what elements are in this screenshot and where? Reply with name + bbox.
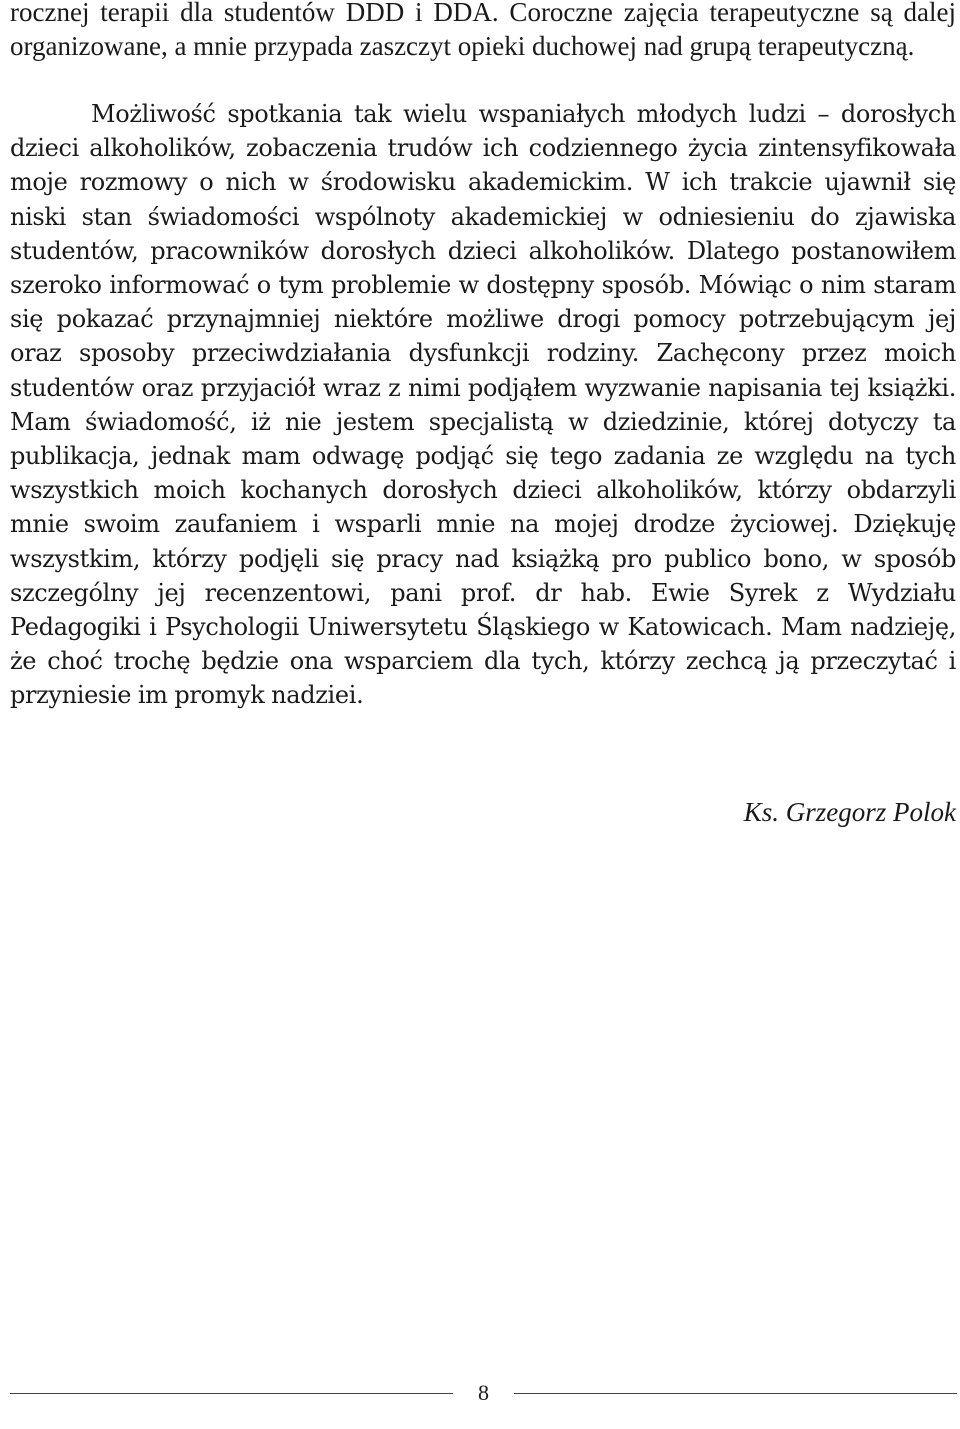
- footer-rule-left: [10, 1393, 453, 1394]
- footer-rule-right: [514, 1393, 957, 1394]
- page-number: 8: [478, 1380, 489, 1405]
- body-paragraph: Możliwość spotkania tak wielu wspaniałych młodych ludzi – dorosłych dzieci alkoholików, zobaczenia trudów ich codziennego życia zintensyfikowała moje rozmowy o nich w środowisku akademickim. W ich trakcie ujawnił się niski stan świadomości wspólnoty akademickiej w odniesieniu do zjawiska studentów, pracowników dorosłych dzieci alkoholików. Dlatego postanowiłem szeroko informować o tym problemie w dostępny sposób. Mówiąc o nim staram się pokazać przynajmniej niektóre możliwe drogi pomocy potrzebującym jej oraz sposoby przeciwdziałania dysfunkcji rodziny. Zachęcony przez moich studentów oraz przyjaciół wraz z nimi podjąłem wyzwanie napisania tej książki. Mam świadomość, iż nie jestem specjalistą w dziedzinie, której dotyczy ta publikacja, jednak mam odwagę podjąć się tego zadania ze względu na tych wszystkich moich kochanych dorosłych dzieci alkoholików, którzy obdarzyli mnie swoim zaufaniem i wsparli mnie na mojej drodze życiowej. Dziękuję wszystkim, którzy podjęli się pracy nad książką pro publico bono, w sposób szczególny jej recenzentowi, pani prof. dr hab. Ewie Syrek z Wydziału Pedagogiki i Psychologii Uniwersytetu Śląskiego w Katowicach. Mam nadzieję, że choć trochę będzie ona wsparciem dla tych, którzy zechcą ją przeczytać i przyniesie im promyk nadziei.: [10, 100, 956, 710]
- intro-paragraph: rocznej terapii dla studentów DDD i DDA. Coroczne zajęcia terapeutyczne są dalej organizowane, a mnie przypada zaszczyt opieki duchowej nad grupą terapeutyczną.: [10, 0, 956, 62]
- author-signature: Ks. Grzegorz Polok: [743, 797, 956, 827]
